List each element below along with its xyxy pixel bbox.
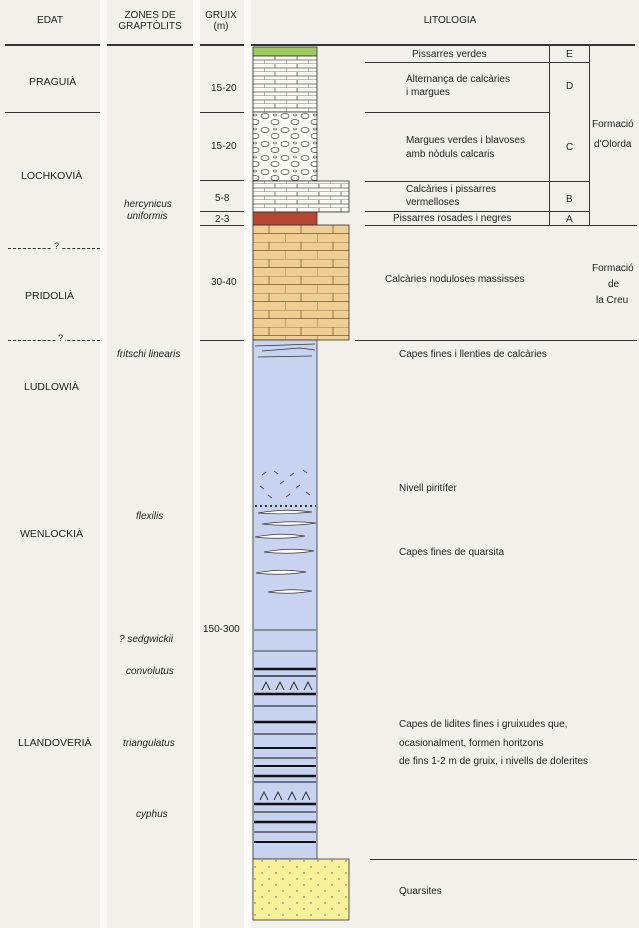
- lithology-lidites-2: ocasionalment, formen horitzons: [399, 738, 544, 749]
- zone-cyphus: cyphus: [136, 809, 168, 820]
- lithology-capes-calcaries: Capes fines i llenties de calcàries: [399, 349, 547, 360]
- header-gruix: GRUIX (m): [205, 10, 237, 32]
- zone-triangulatus: triangulatus: [123, 738, 175, 749]
- zone-fritschi: fritschi linearis: [117, 349, 181, 360]
- lithology-lidites-3: de fins 1-2 m de gruix, i nivells de dolerites: [399, 756, 588, 767]
- lithology-a: Pissarres rosades i negres: [393, 213, 512, 224]
- lithology-c-2: amb nòduls calcaris: [406, 149, 495, 160]
- unit-line: [365, 62, 590, 63]
- lithology-e: Pissarres verdes: [412, 49, 487, 60]
- uncertain-mark: ?: [54, 241, 60, 251]
- lithology-b-1: Calcàries i pissarres: [406, 184, 497, 195]
- lithology-c-1: Margues verdes i blavoses: [406, 135, 525, 146]
- zone-flexilis: flexilis: [136, 511, 164, 522]
- zone-hercynicus: hercynicus: [124, 199, 172, 210]
- formation-olorda-1: Formació: [592, 119, 634, 130]
- age-pridolia: PRIDOLIÀ: [25, 290, 75, 302]
- formation-creu-3: la Creu: [596, 295, 629, 306]
- uncertain-mark: ?: [58, 333, 64, 343]
- formation-olorda-2: d'Olorda: [594, 139, 632, 150]
- age-wenlockia: WENLOCKIÀ: [20, 528, 84, 540]
- lithology-croix: Calcàries noduloses massisses: [385, 274, 525, 285]
- age-praguia: PRAGUIÀ: [29, 76, 77, 88]
- unit-label-e: E: [566, 49, 573, 60]
- unit-label-c: C: [566, 142, 574, 153]
- thickness-pridolia: 30-40: [211, 277, 237, 288]
- unit-label-d: D: [566, 81, 574, 92]
- lithology-piritifer: Nivell piritífer: [399, 483, 457, 494]
- zone-sedgwickii: ? sedgwickii: [119, 634, 173, 645]
- thickness-b: 5-8: [215, 193, 230, 204]
- lithology-quarsita: Capes fines de quarsita: [399, 547, 505, 558]
- thickness-praguia: 15-20: [211, 83, 237, 94]
- header-edat: EDAT: [37, 15, 63, 26]
- lithology-quarsites: Quarsites: [399, 886, 442, 897]
- age-lochkovia: LOCHKOVIÀ: [21, 170, 83, 182]
- lithology-d-1: Alternança de calcàries: [406, 74, 510, 85]
- age-ludlowia: LUDLOWIÀ: [24, 381, 79, 393]
- lithology-lidites-1: Capes de lidites fines i gruixudes que,: [399, 719, 568, 730]
- header-litologia: LITOLOGIA: [423, 15, 477, 26]
- unit-line: [365, 181, 590, 182]
- unit-label-b: B: [566, 194, 573, 205]
- formation-creu-2: de: [608, 279, 620, 290]
- thickness-c: 15-20: [211, 141, 237, 152]
- formation-creu-1: Formació: [592, 263, 634, 274]
- unit-label-a: A: [566, 214, 573, 225]
- zone-convolutus: convolutus: [126, 666, 174, 677]
- age-llandoveria: LLANDOVERIÀ: [18, 737, 92, 749]
- header-zones: ZONES DE GRAPTÒLITS: [118, 10, 182, 32]
- lithology-d-2: i margues: [406, 87, 450, 98]
- zone-uniformis: uniformis: [127, 211, 168, 222]
- lithology-b-2: vermelloses: [406, 197, 460, 208]
- thickness-a: 2-3: [215, 214, 230, 225]
- thickness-lower: 150-300: [203, 624, 240, 635]
